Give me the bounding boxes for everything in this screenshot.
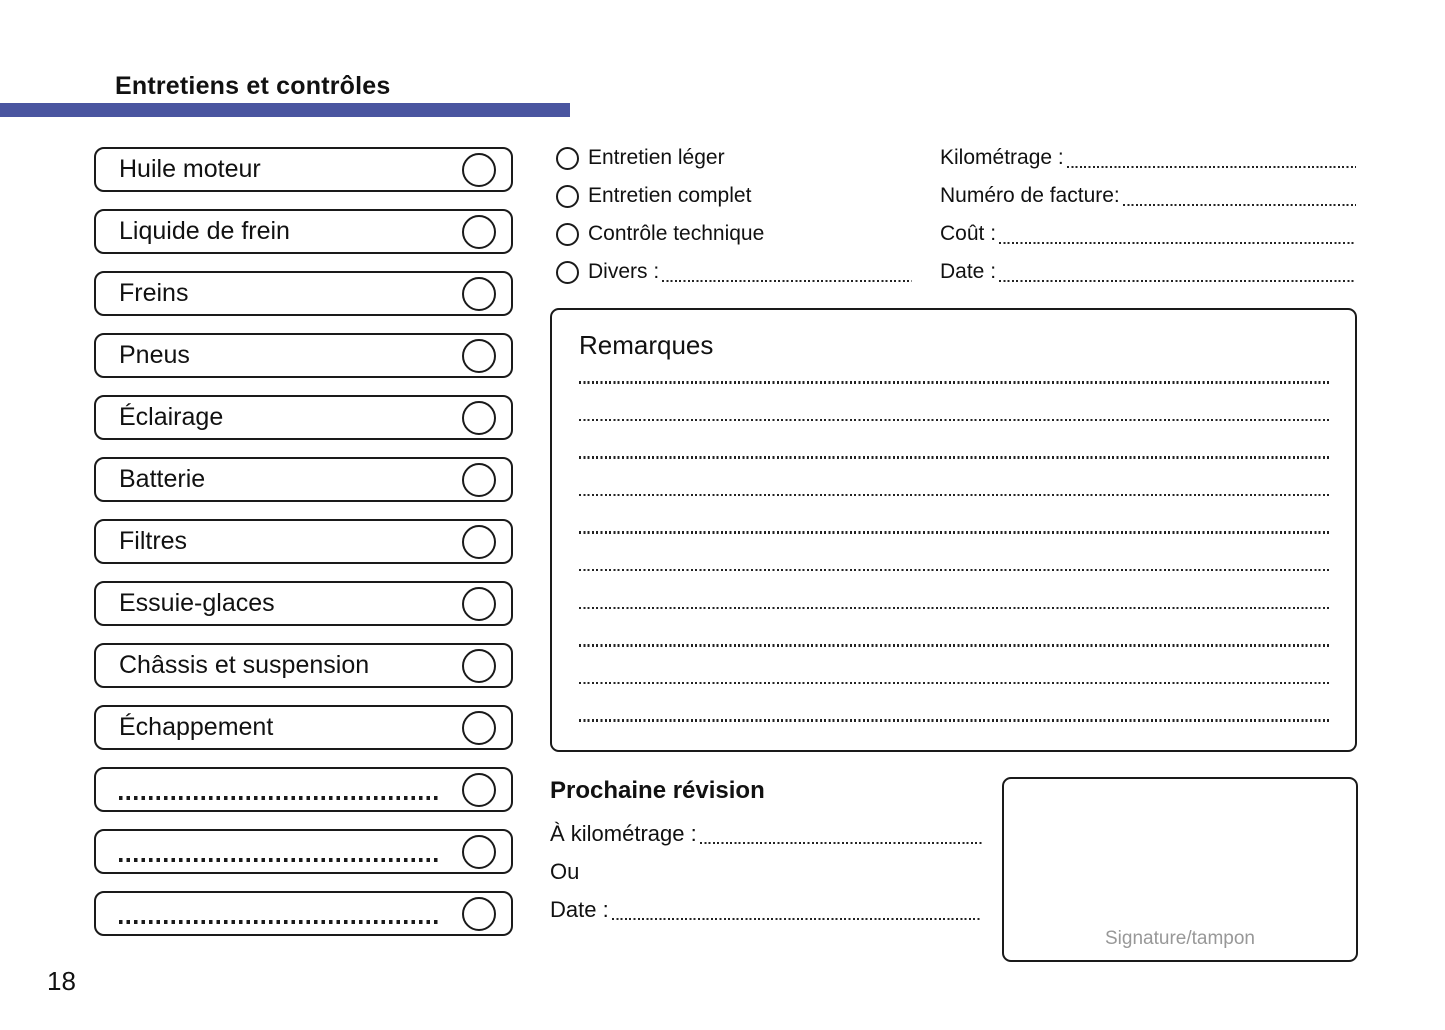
checkbox-circle[interactable]: [462, 401, 496, 435]
remarks-write-in-line[interactable]: [579, 419, 1330, 422]
checklist-item-label: Batterie: [119, 465, 206, 493]
checkbox-circle[interactable]: [462, 773, 496, 807]
checkbox-circle[interactable]: [462, 339, 496, 373]
remarks-write-in-line[interactable]: [579, 531, 1330, 534]
remarks-lines: [579, 381, 1330, 757]
checklist-row: [94, 581, 513, 626]
checklist-row: [94, 457, 513, 502]
remarks-write-in-line[interactable]: [579, 682, 1330, 685]
date-write-in-line[interactable]: [612, 918, 982, 921]
checklist-row-blank: [94, 767, 513, 812]
remarks-write-in-line[interactable]: [579, 607, 1330, 610]
service-type-row: [556, 215, 912, 253]
checklist-item-label: Filtres: [119, 527, 188, 555]
remarks-write-in-line[interactable]: [579, 569, 1330, 572]
checklist-item-label: Échappement: [119, 713, 274, 741]
remarks-title: Remarques: [579, 330, 714, 360]
checklist-row: [94, 333, 513, 378]
checklist-row: [94, 395, 513, 440]
record-write-in-line[interactable]: [999, 242, 1356, 245]
checklist-item-label: Liquide de frein: [119, 217, 290, 245]
remarks-write-in-line[interactable]: [579, 494, 1330, 497]
record-field-label: Kilométrage :: [940, 146, 1064, 169]
checklist-item-label: Freins: [119, 279, 189, 307]
service-type-row: [556, 139, 912, 177]
next-service-section: [550, 777, 982, 929]
next-service-date-row: [550, 891, 982, 929]
checklist-row: [94, 147, 513, 192]
blank-write-in-line[interactable]: [119, 920, 439, 924]
checklist-item-label: Pneus: [119, 341, 190, 369]
checkbox-circle[interactable]: [462, 649, 496, 683]
service-type-label: Contrôle technique: [588, 222, 765, 245]
checklist-row-blank: [94, 891, 513, 936]
checklist: [94, 147, 513, 936]
checkbox-circle[interactable]: [462, 587, 496, 621]
page-number: 18: [47, 966, 76, 996]
radio-circle[interactable]: [556, 261, 579, 284]
record-write-in-line[interactable]: [999, 280, 1356, 283]
service-type-row: [556, 177, 912, 215]
checklist-row: [94, 643, 513, 688]
checkbox-circle[interactable]: [462, 153, 496, 187]
checkbox-circle[interactable]: [462, 835, 496, 869]
signature-label: Signature/tampon: [1105, 928, 1255, 949]
checklist-row: [94, 209, 513, 254]
checkbox-circle[interactable]: [462, 897, 496, 931]
record-field-label: Coût :: [940, 222, 997, 245]
radio-circle[interactable]: [556, 185, 579, 208]
blank-write-in-line[interactable]: [119, 796, 439, 800]
record-field-row: [940, 253, 1356, 291]
checklist-item-label: Éclairage: [119, 403, 224, 431]
checkbox-circle[interactable]: [462, 711, 496, 745]
service-type-label: Entretien complet: [588, 184, 752, 207]
checkbox-circle[interactable]: [462, 463, 496, 497]
remarks-write-in-line[interactable]: [579, 381, 1330, 384]
checkbox-circle[interactable]: [462, 525, 496, 559]
checklist-row: [94, 271, 513, 316]
next-service-km-row: [550, 815, 982, 853]
record-write-in-line[interactable]: [1067, 166, 1356, 169]
record-field-row: [940, 139, 1356, 177]
checklist-row: [94, 705, 513, 750]
next-service-date-label: Date :: [550, 897, 609, 922]
radio-circle[interactable]: [556, 223, 579, 246]
remarks-write-in-line[interactable]: [579, 456, 1330, 459]
blank-write-in-line[interactable]: [119, 858, 439, 862]
next-service-km-label: À kilométrage :: [550, 821, 697, 846]
checklist-item-label: Châssis et suspension: [119, 651, 370, 679]
checklist-row: [94, 519, 513, 564]
signature-box[interactable]: [1002, 777, 1358, 962]
record-field-label: Date :: [940, 260, 997, 283]
checklist-item-label: Essuie-glaces: [119, 589, 275, 617]
record-field-row: [940, 177, 1356, 215]
checklist-row-blank: [94, 829, 513, 874]
remarks-box: [550, 308, 1357, 752]
remarks-write-in-line[interactable]: [579, 719, 1330, 722]
checkbox-circle[interactable]: [462, 277, 496, 311]
remarks-write-in-line[interactable]: [579, 644, 1330, 647]
record-field-label: Numéro de facture:: [940, 184, 1120, 207]
next-service-title: Prochaine révision: [550, 777, 765, 804]
title-underline-bar: [0, 103, 570, 117]
record-field-row: [940, 215, 1356, 253]
record-field-group: [940, 139, 1356, 291]
next-service-or-label: Ou: [550, 859, 580, 884]
radio-circle[interactable]: [556, 147, 579, 170]
next-service-or-row: [550, 853, 982, 891]
divers-write-in-line[interactable]: [662, 280, 912, 283]
page-title: Entretiens et contrôles: [115, 72, 391, 100]
record-write-in-line[interactable]: [1123, 204, 1356, 207]
checklist-item-label: Huile moteur: [119, 155, 261, 183]
km-write-in-line[interactable]: [700, 842, 982, 845]
service-type-label: Divers :: [588, 260, 660, 283]
service-type-row: [556, 253, 912, 291]
service-type-group: [556, 139, 912, 291]
service-type-label: Entretien léger: [588, 146, 725, 169]
checkbox-circle[interactable]: [462, 215, 496, 249]
